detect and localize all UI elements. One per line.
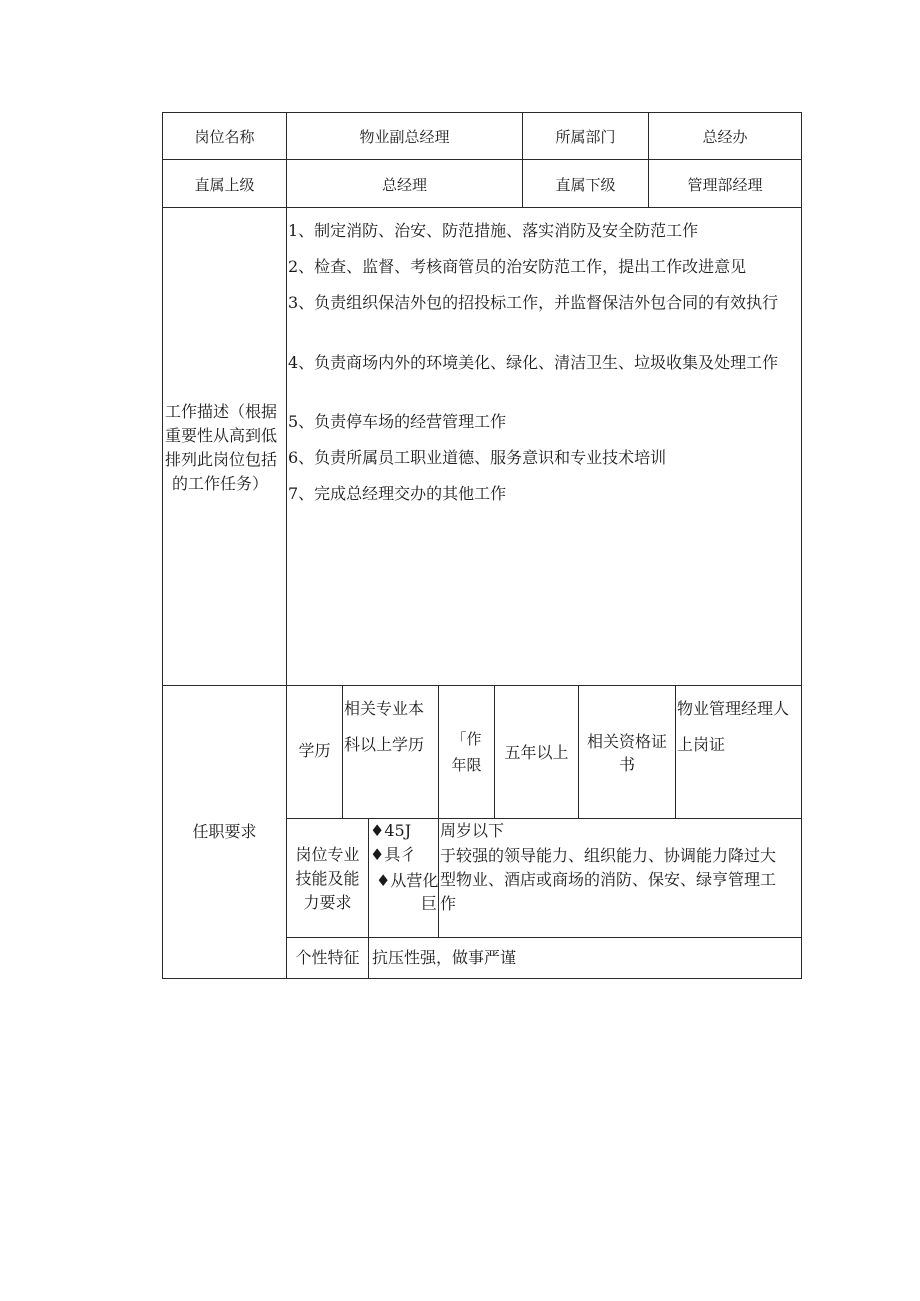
superior-value: 总经理 — [381, 176, 427, 194]
skills-label-line: 力要求 — [303, 893, 352, 912]
post-name-label: 岗位名称 — [194, 128, 255, 146]
table-border-bottom — [162, 978, 802, 979]
skills-bullet: 巨 — [421, 894, 438, 913]
description-item: 7、完成总经理交办的其他工作 — [288, 484, 507, 503]
skills-bullet: ♦具彳 — [370, 845, 417, 864]
description-item: 1、制定消防、治安、防范措施、落实消防及安全防范工作 — [288, 221, 699, 240]
work-years-value: 五年以上 — [504, 743, 569, 762]
table-border-top — [162, 112, 802, 113]
requirements-label: 任职要求 — [192, 822, 257, 841]
table-border-left — [162, 112, 163, 979]
cert-value-line: 物业管理经理人 — [677, 699, 790, 718]
superior-label: 直属上级 — [194, 176, 255, 194]
subordinate-value: 管理部经理 — [687, 176, 763, 194]
row-divider — [286, 937, 802, 938]
education-value-line: 相关专业本 — [344, 699, 425, 718]
row-divider — [162, 685, 802, 686]
description-item: 4、负责商场内外的环境美化、绿化、清洁卫生、垃圾收集及处理工作 — [288, 353, 779, 372]
description-label-line: 重要性从高到低 — [165, 426, 278, 445]
description-label-line: 的工作任务） — [172, 474, 269, 493]
work-years-label-line: 「作 — [451, 730, 482, 748]
column-divider — [675, 685, 676, 819]
personality-value: 抗压性强，做事严谨 — [372, 948, 517, 967]
row-divider — [162, 207, 802, 208]
table-border-right — [801, 112, 802, 979]
education-label: 学历 — [298, 741, 331, 760]
subordinate-label: 直属下级 — [555, 176, 616, 194]
cert-label-line: 书 — [618, 755, 635, 774]
column-divider — [368, 818, 369, 979]
column-divider — [342, 685, 343, 819]
description-label-line: 工作描述（根据 — [165, 402, 278, 421]
description-item: 6、负责所属员工职业道德、服务意识和专业技术培训 — [288, 448, 667, 467]
skills-text-line: 型物业、酒店或商场的消防、保安、绿亨管理工 — [440, 870, 777, 889]
cert-value-line: 上岗证 — [677, 735, 726, 754]
description-label-line: 排列此岗位包括 — [165, 450, 278, 469]
work-years-label-line: 年限 — [451, 756, 482, 774]
skills-text-line: 周岁以下 — [440, 821, 505, 840]
column-divider — [578, 685, 579, 819]
description-item: 2、检查、监督、考核商管员的治安防范工作，提出工作改进意见 — [288, 257, 747, 276]
column-divider — [438, 685, 439, 819]
post-name-value: 物业副总经理 — [359, 128, 450, 146]
row-divider — [162, 159, 802, 160]
skills-text-line: 作 — [440, 894, 457, 913]
department-label: 所属部门 — [555, 128, 616, 146]
cert-label-line: 相关资格证 — [586, 732, 667, 751]
education-value-line: 科以上学历 — [344, 735, 425, 754]
skills-label-line: 岗位专业 — [295, 845, 360, 864]
description-item: 5、负责停车场的经营管理工作 — [288, 412, 507, 431]
department-value: 总经办 — [702, 128, 748, 146]
skills-bullet: ♦从营化 — [376, 871, 439, 890]
skills-text-line: 于较强的领导能力、组织能力、协调能力降过大 — [440, 846, 777, 865]
row-divider — [286, 818, 802, 819]
personality-label: 个性特征 — [295, 948, 360, 967]
description-item: 3、负责组织保洁外包的招投标工作，并监督保洁外包合同的有效执行 — [288, 293, 779, 312]
skills-label-line: 技能及能 — [295, 869, 360, 888]
skills-bullet: ♦45J — [370, 821, 412, 840]
